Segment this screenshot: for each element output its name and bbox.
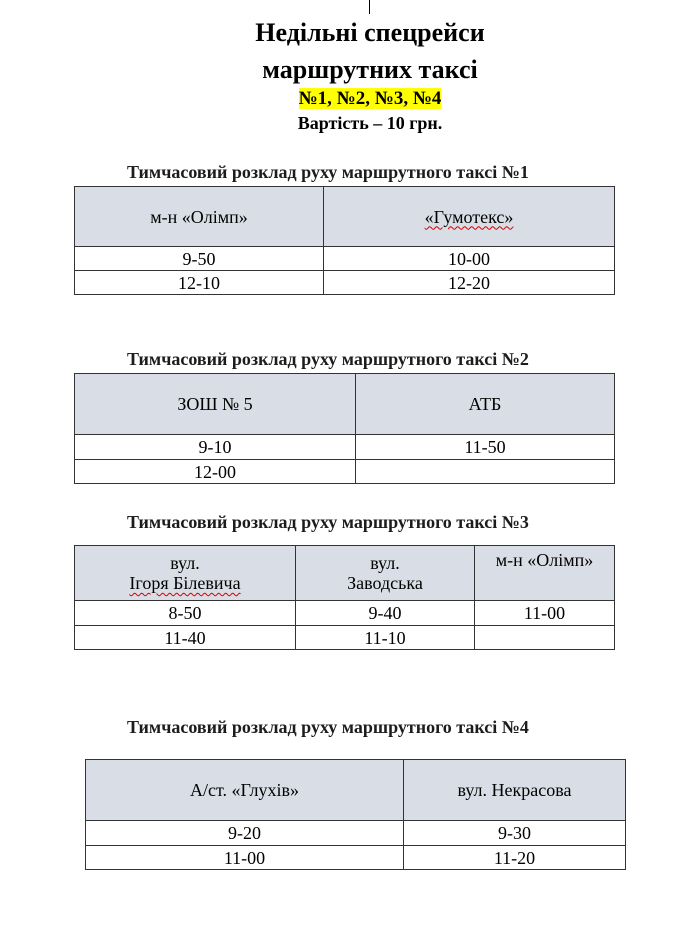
time-cell: 11-50 xyxy=(356,435,615,460)
schedule-1-caption: Тимчасовий розклад руху маршрутного таксі №1 xyxy=(127,162,529,182)
time-cell: 9-50 xyxy=(75,247,324,271)
schedule-4-caption: Тимчасовий розклад руху маршрутного таксі №4 xyxy=(127,717,529,737)
stop-header: вул. Некрасова xyxy=(404,760,626,821)
stop-header: ЗОШ № 5 xyxy=(75,374,356,435)
stop-header: м-н «Олімп» xyxy=(475,546,615,601)
stop-header: вул. Заводська xyxy=(296,546,475,601)
time-cell: 11-10 xyxy=(296,626,475,650)
stop-header: «Гумотекс» xyxy=(324,187,615,247)
time-cell: 11-20 xyxy=(404,846,626,870)
time-cell: 8-50 xyxy=(75,601,296,626)
time-cell: 10-00 xyxy=(324,247,615,271)
stop-header: АТБ xyxy=(356,374,615,435)
time-cell: 11-00 xyxy=(86,846,404,870)
time-cell: 11-00 xyxy=(475,601,615,626)
schedule-3-caption: Тимчасовий розклад руху маршрутного таксі №3 xyxy=(127,512,529,532)
title-line-2: маршрутних таксі xyxy=(262,55,478,84)
schedule-2-table xyxy=(74,373,615,484)
schedule-4-table xyxy=(85,759,626,870)
title-line-1: Недільні спецрейси xyxy=(255,18,485,47)
time-cell xyxy=(475,626,615,650)
stop-header: м-н «Олімп» xyxy=(75,187,324,247)
routes-highlight: №1, №2, №3, №4 xyxy=(298,88,442,109)
time-cell: 12-20 xyxy=(324,271,615,295)
time-cell: 12-00 xyxy=(75,460,356,484)
time-cell: 11-40 xyxy=(75,626,296,650)
time-cell xyxy=(356,460,615,484)
stop-header: А/ст. «Глухів» xyxy=(86,760,404,821)
stop-header: вул. Ігоря Білевича xyxy=(75,546,296,601)
schedule-2-caption: Тимчасовий розклад руху маршрутного таксі №2 xyxy=(127,349,529,369)
text-cursor xyxy=(369,0,370,14)
routes-line xyxy=(0,88,700,110)
time-cell: 12-10 xyxy=(75,271,324,295)
price-line: Вартість – 10 грн. xyxy=(297,113,443,133)
time-cell: 9-40 xyxy=(296,601,475,626)
schedule-1-table xyxy=(74,186,615,295)
schedule-3-table xyxy=(74,545,615,650)
time-cell: 9-10 xyxy=(75,435,356,460)
time-cell: 9-30 xyxy=(404,821,626,846)
time-cell: 9-20 xyxy=(86,821,404,846)
